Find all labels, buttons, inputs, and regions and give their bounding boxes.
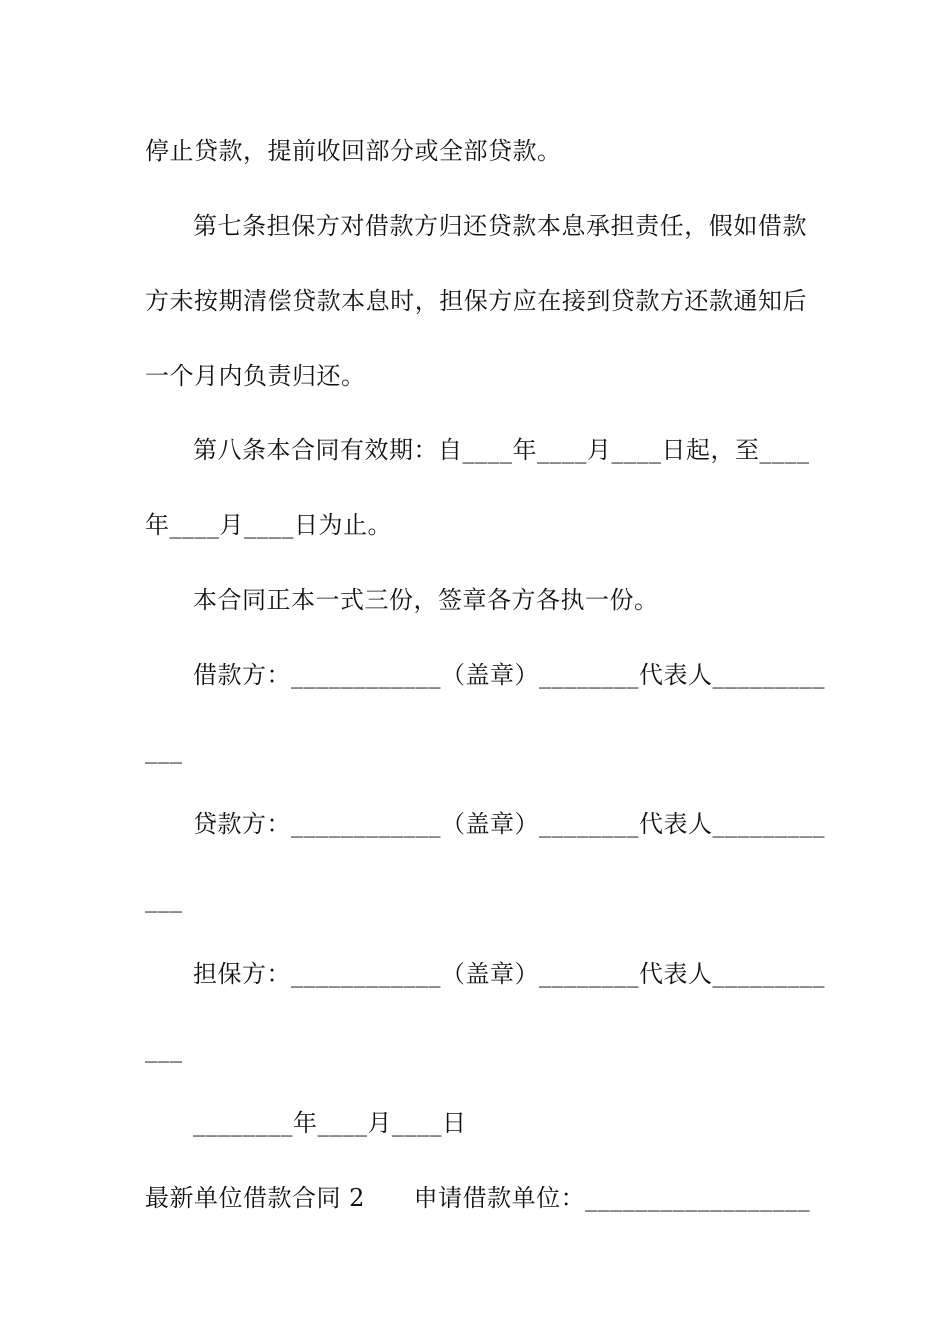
clause-7-line-3: 一个月内负责归还。 <box>145 362 366 390</box>
guarantor-signature-continuation: ___ <box>145 1035 183 1063</box>
clause-8-line-2: 年____月____日为止。 <box>145 511 392 539</box>
borrower-signature-continuation: ___ <box>145 736 183 764</box>
clause-8-line-1: 第八条本合同有效期：自____年____月____日起，至____ <box>193 436 810 464</box>
copies-statement: 本合同正本一式三份，签章各方各执一份。 <box>193 586 659 614</box>
clause-7-line-2: 方未按期清偿贷款本息时，担保方应在接到贷款方还款通知后 <box>145 287 807 315</box>
guarantor-signature-line: 担保方：____________（盖章）________代表人_________ <box>193 960 825 988</box>
lender-signature-continuation: ___ <box>145 885 183 913</box>
text-line-1: 停止贷款，提前收回部分或全部贷款。 <box>145 137 562 165</box>
next-contract-heading: 最新单位借款合同 2 申请借款单位：__________________ <box>145 1184 811 1212</box>
lender-signature-line: 贷款方：____________（盖章）________代表人_________ <box>193 810 825 838</box>
borrower-signature-line: 借款方：____________（盖章）________代表人_________ <box>193 661 825 689</box>
date-line: ________年____月____日 <box>193 1109 467 1137</box>
clause-7-line-1: 第七条担保方对借款方归还贷款本息承担责任，假如借款 <box>193 212 807 240</box>
